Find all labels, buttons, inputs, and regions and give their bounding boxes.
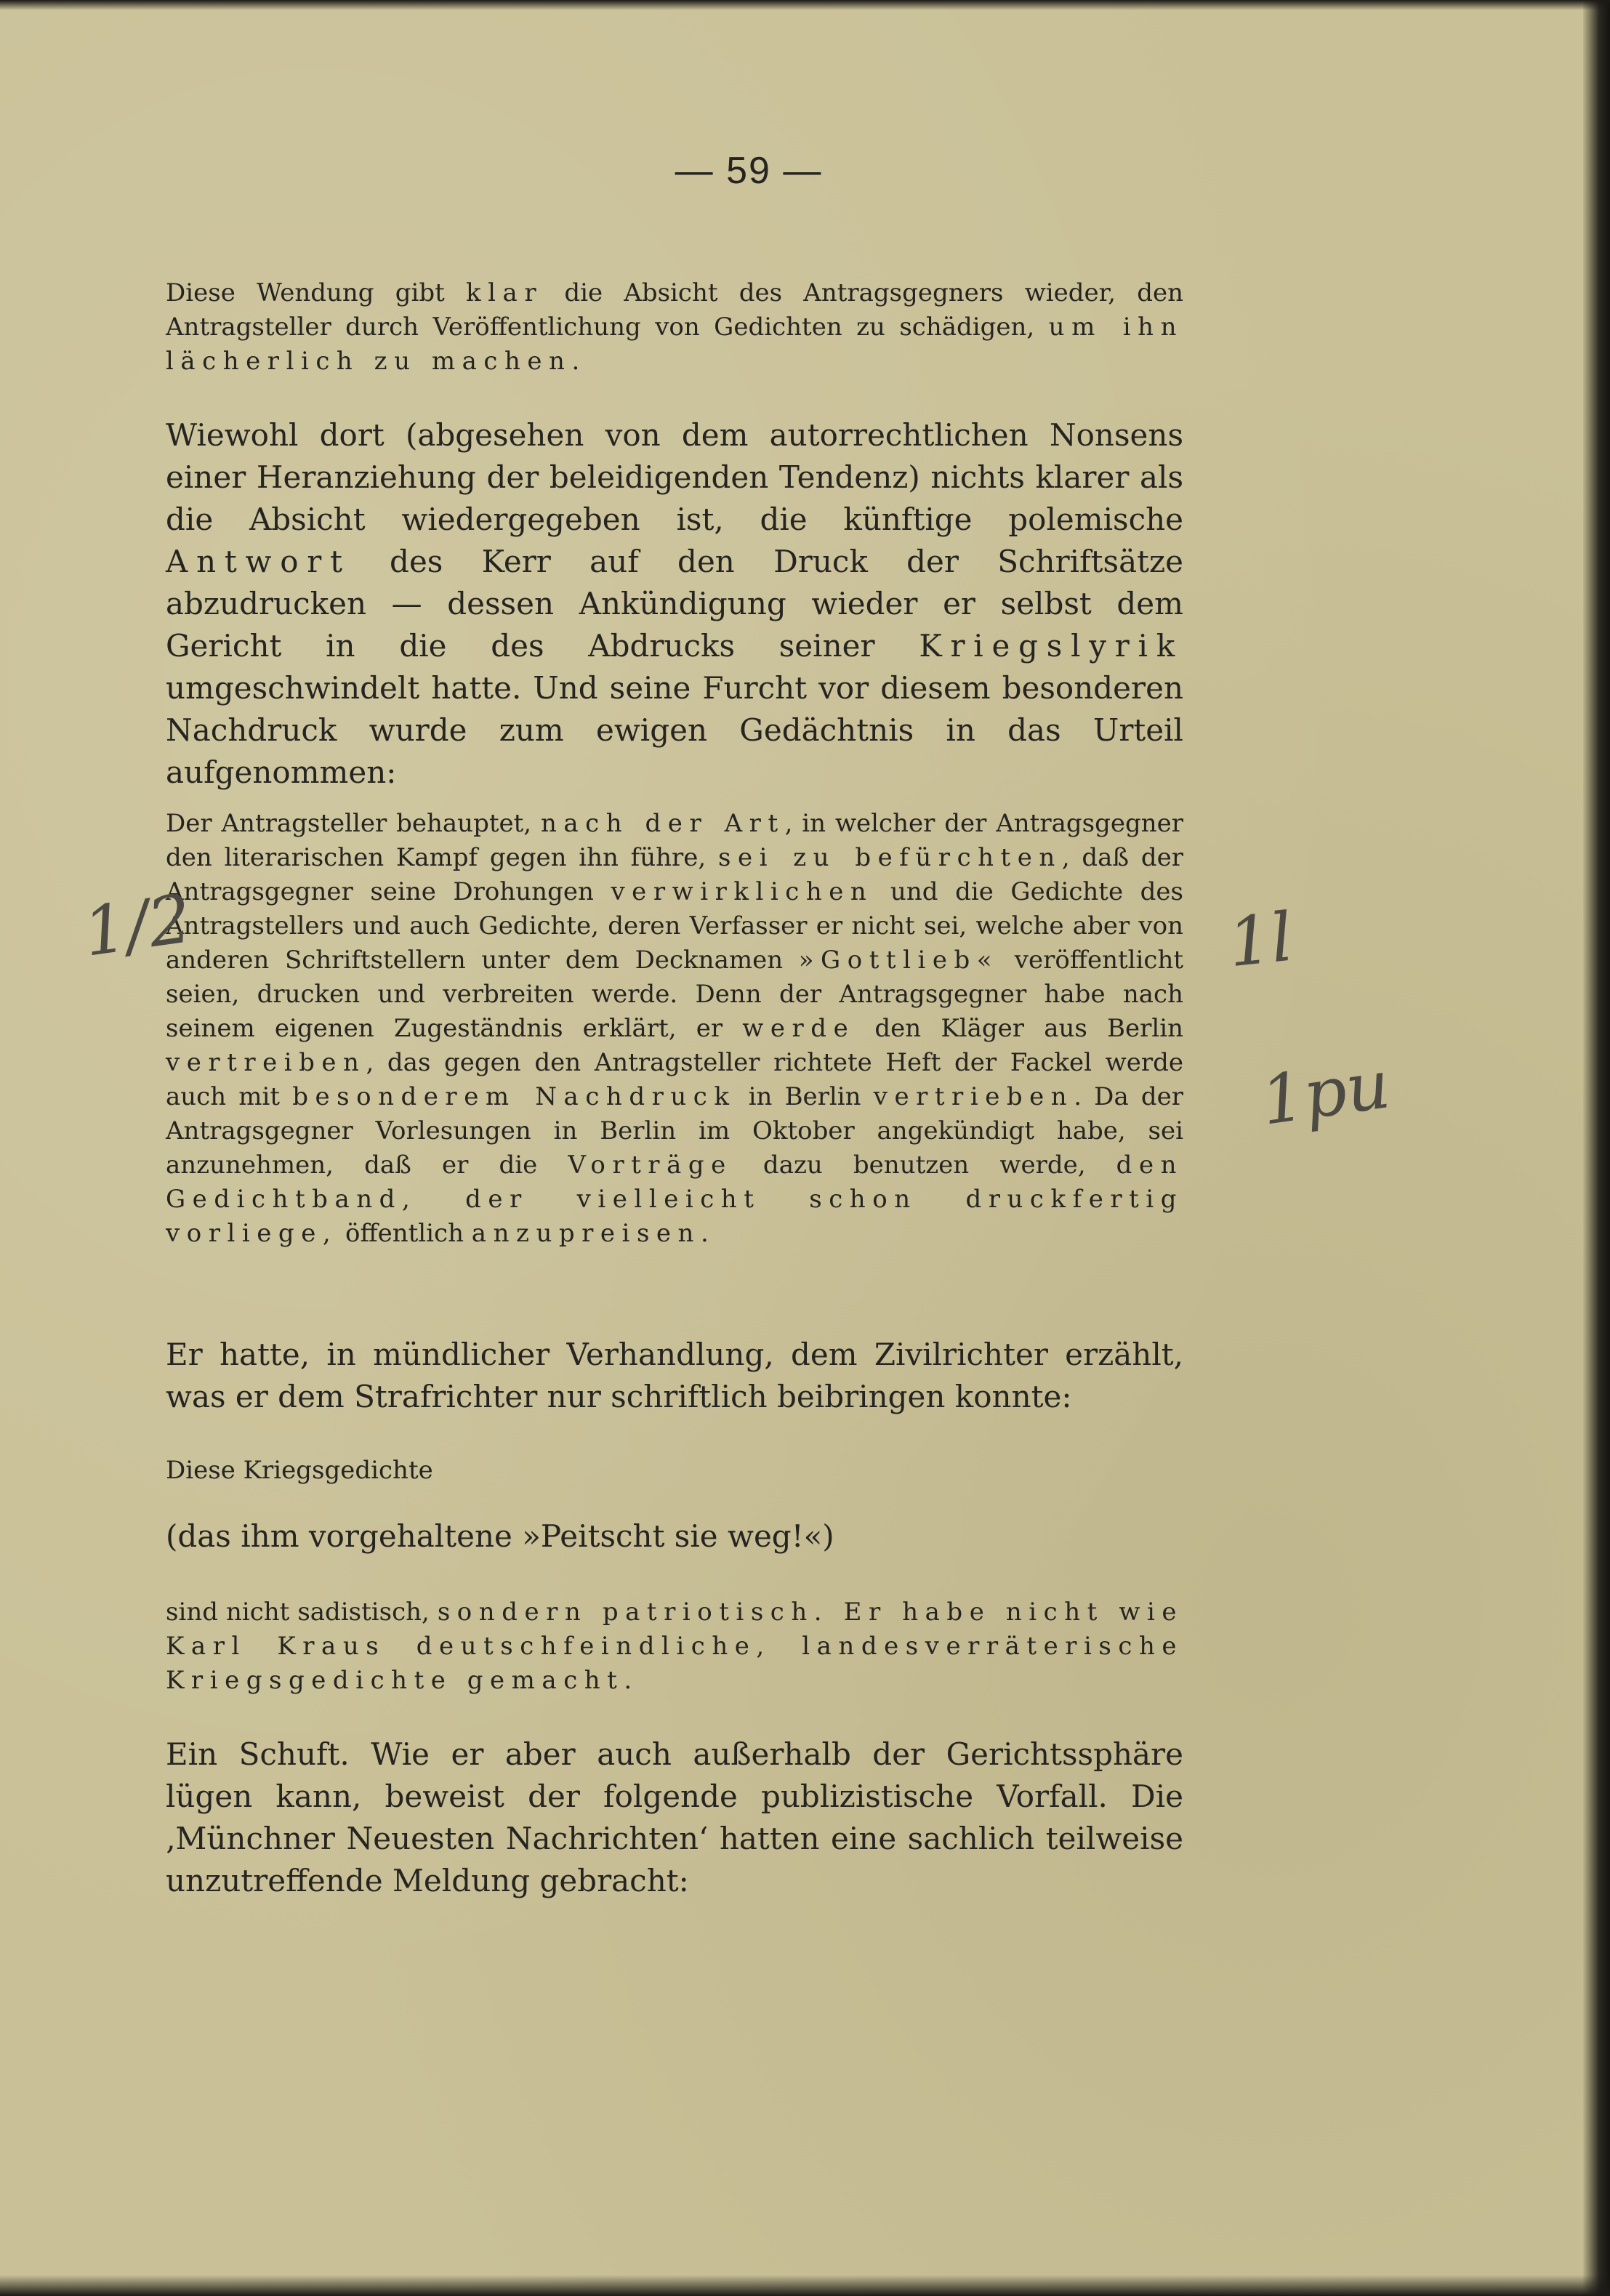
spaced-emphasis: klar xyxy=(466,278,544,307)
text-run: umgeschwindelt hatte. Und seine Furcht vor diesem besonderen Nachdruck wurde zum ewigen Gedächtnis in das Urteil aufgenommen: xyxy=(166,670,1183,790)
page-number: — 59 — xyxy=(675,150,823,192)
handwritten-annotation-right-1: 1l xyxy=(1224,898,1297,983)
text-run: , das gegen den Antragsteller richtete Heft der Fackel werde auch mit xyxy=(166,1048,1183,1111)
text-run: Wiewohl dort (abgesehen von dem autorrechtlichen Nonsens einer Heranziehung der beleidigenden Tendenz) nichts klarer als die Absicht wiedergegeben ist, die künftige polemische xyxy=(166,417,1183,537)
text-run: . Da der Antragsgegner Vorlesungen in Berlin im Oktober angekündigt habe, sei anzunehmen, daß er die xyxy=(166,1082,1184,1180)
spaced-emphasis: verwirklichen xyxy=(611,877,874,906)
page-edge-shadow-top xyxy=(0,0,1610,10)
page-edge-shadow-bottom xyxy=(0,2275,1610,2296)
handwritten-annotation-left: 1/2 xyxy=(79,879,196,972)
quote-paragraph-4 xyxy=(166,1595,1183,1698)
spaced-emphasis: vertreiben xyxy=(166,1048,366,1077)
spaced-emphasis: »Gottlieb« xyxy=(798,946,999,975)
body-paragraph-3 xyxy=(166,1515,1183,1558)
text-run: und die Gedichte des Antragstellers und auch Gedichte, deren Verfasser er nicht sei, welche aber von anderen Schriftstellern unter dem Decknamen xyxy=(166,877,1183,975)
text-run: veröffentlicht seien, drucken und verbreiten werde. Denn der Antragsgegner habe nach seinem eigenen Zugeständnis erklärt, er xyxy=(166,946,1184,1043)
text-run: Ein Schuft. Wie er aber auch außerhalb der Gerichtssphäre lügen kann, beweist der folgende publizistische Vorfall. Die ‚Münchner Neuesten Nachrichten‘ hatten eine sachlich teilweise unzutreffende Meldung gebracht: xyxy=(166,1736,1183,1898)
page-edge-shadow xyxy=(1583,0,1610,2296)
text-run: sind nicht sadistisch, xyxy=(166,1598,438,1627)
quote-paragraph-1 xyxy=(166,276,1183,379)
spaced-emphasis: Antwort xyxy=(166,544,351,579)
spaced-emphasis: sei zu befürchten xyxy=(717,843,1062,872)
spaced-emphasis: Kriegslyrik xyxy=(919,628,1183,664)
text-run: (das ihm vorgehaltene »Peitscht sie weg!«) xyxy=(166,1518,834,1554)
spaced-emphasis: vertrieben xyxy=(873,1082,1074,1111)
spaced-emphasis: um ihn lächerlich zu machen. xyxy=(166,313,1183,376)
spaced-emphasis: sondern patriotisch. Er habe nicht wie Karl Kraus deutschfeindliche, landesverräterische Kriegsgedichte gemacht. xyxy=(166,1598,1183,1695)
text-run: dazu benutzen werde, xyxy=(732,1151,1116,1180)
text-run: des Kerr auf den Druck der Schriftsätze abzudrucken — dessen Ankündigung wieder er selbst dem Gericht in die des Abdrucks seiner xyxy=(166,544,1183,664)
spaced-emphasis: besonderem Nachdruck xyxy=(292,1082,736,1111)
text-run: , in welcher der Antragsgegner den literarischen Kampf gegen ihn führe, xyxy=(166,809,1183,872)
spaced-emphasis: werde xyxy=(742,1014,856,1043)
spaced-emphasis: anzupreisen. xyxy=(471,1219,716,1248)
text-run: in Berlin xyxy=(736,1082,874,1111)
body-paragraph-4 xyxy=(166,1733,1183,1902)
text-run: , daß der Antragsgegner seine Drohungen xyxy=(166,843,1183,906)
spaced-emphasis: den Gedichtband, der vielleicht schon druckfertig vorliege, xyxy=(166,1151,1183,1248)
text-run: Er hatte, in mündlicher Verhandlung, dem Zivilrichter erzählt, was er dem Strafrichter nur schriftlich beibringen konnte: xyxy=(166,1337,1183,1414)
body-paragraph-2 xyxy=(166,1334,1183,1418)
handwritten-annotation-right-2: 1pu xyxy=(1256,1045,1395,1140)
quote-paragraph-3 xyxy=(166,1454,1183,1488)
text-run: die Absicht des Antragsgegners wieder, den Antragsteller durch Veröffentlichung von Gedichten zu schädigen, xyxy=(166,278,1183,342)
text-run: den Kläger aus Berlin xyxy=(855,1014,1183,1043)
text-run: Diese Kriegsgedichte xyxy=(166,1456,433,1485)
text-run: Der Antragsteller behauptet, xyxy=(166,809,541,838)
text-run: Diese Wendung gibt xyxy=(166,278,467,307)
text-run: öffentlich xyxy=(337,1219,472,1248)
quote-paragraph-2 xyxy=(166,807,1183,1251)
spaced-emphasis: Vorträge xyxy=(568,1151,733,1180)
body-paragraph-1 xyxy=(166,414,1183,794)
spaced-emphasis: nach der Art xyxy=(540,809,785,838)
